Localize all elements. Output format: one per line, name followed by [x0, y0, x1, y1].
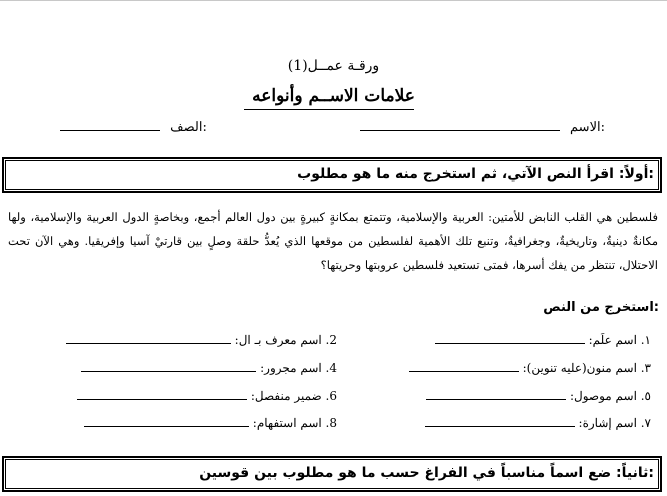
answer-blank[interactable] [66, 332, 231, 344]
answer-blank[interactable] [81, 360, 256, 372]
worksheet-subtitle: ورقـة عمــل(1) [287, 58, 380, 74]
name-blank[interactable] [360, 118, 560, 131]
reading-passage: فلسطين هي القلب النابض للأمتين: العربية والإسلامية، وتتمتع بمكانةٍ كبيرةٍ بين دول العالم أجمع، وبخاصةٍ الدول العربية والإسلامية، ولها مكانةٌ دينيةٌ، وتاريخيةٌ، وجغرافيةٌ، وتنبع تلك الأهمية لفلسطين من موقعها الذي يُعدُّ حلقة وصلٍ بين قارتيْ آسيا وإفريقيا. وهي الآن تحت الاحتلال، تنتظر من يفك أسرها، فمتى تستعيد فلسطين عروبتها وحريتها؟ [8, 210, 658, 272]
extract-heading: استخرج من النص: [543, 300, 659, 315]
name-label: الاسم: [570, 120, 605, 135]
list-item[interactable] [84, 415, 337, 430]
list-item[interactable] [66, 332, 337, 347]
grade-label: الصف: [170, 120, 207, 135]
item-label: 2. اسم معرف بـ ال: [234, 333, 337, 347]
answer-blank[interactable] [435, 332, 585, 344]
top-border-line [0, 0, 667, 1]
item-label: 6. ضمير منفصل: [250, 389, 337, 403]
item-label: 8. اسم استفهام: [252, 416, 337, 430]
list-item[interactable] [426, 388, 651, 403]
title-underline [244, 109, 414, 110]
list-item[interactable] [81, 360, 337, 375]
answer-blank[interactable] [425, 415, 575, 427]
list-item[interactable] [425, 415, 651, 430]
answer-blank[interactable] [409, 360, 519, 372]
grade-field[interactable] [60, 118, 207, 135]
section1-heading: أولاً: اقرأ النص الآتي، ثم استخرج منه ما هو مطلوب: [297, 166, 654, 182]
item-label: ٥. اسم موصول: [569, 389, 651, 403]
item-label: ٧. اسم إشارة: [578, 416, 651, 430]
section2-heading: ثانياً: ضع اسماً مناسباً في الفراغ حسب ما هو مطلوب بين قوسين: [199, 465, 654, 481]
name-field[interactable] [360, 118, 605, 135]
answer-blank[interactable] [77, 388, 247, 400]
answer-blank[interactable] [84, 415, 249, 427]
item-label: ١. اسم علَم: [588, 333, 651, 347]
answer-blank[interactable] [426, 388, 566, 400]
worksheet-title: علامات الاســم وأنواعه [252, 86, 415, 106]
list-item[interactable] [435, 332, 651, 347]
list-item[interactable] [77, 388, 337, 403]
list-item[interactable] [409, 360, 651, 375]
item-label: 4. اسم مجرور: [260, 361, 337, 375]
grade-blank[interactable] [60, 118, 160, 131]
section2-heading-box [2, 456, 662, 492]
item-label: ٣. اسم منون(عليه تنوين): [522, 361, 651, 375]
section1-heading-box [2, 157, 662, 193]
